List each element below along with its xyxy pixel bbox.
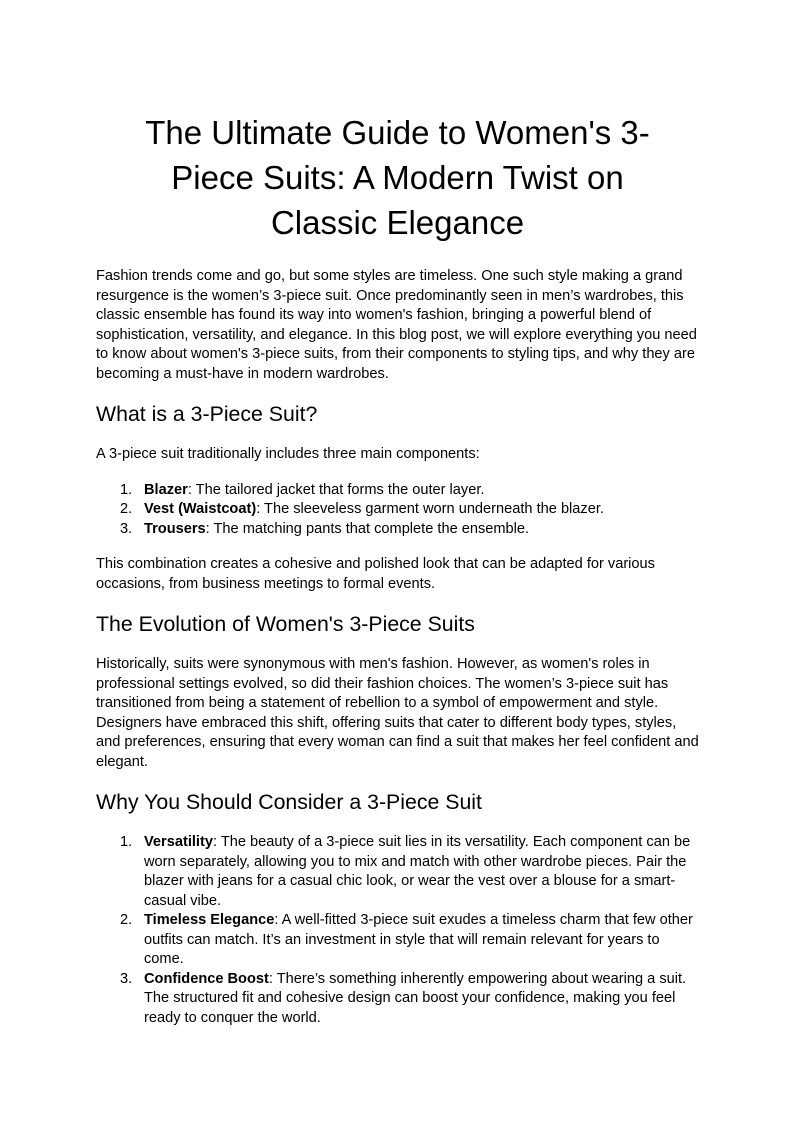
section-closing: This combination creates a cohesive and polished look that can be adapted for various occasions, from business meetings to formal events. bbox=[96, 556, 655, 592]
list-term: Versatility bbox=[144, 834, 213, 850]
list-item bbox=[96, 520, 699, 540]
list-term: Vest (Waistcoat) bbox=[144, 501, 257, 517]
list-item bbox=[96, 833, 699, 911]
section-heading-why: Why You Should Consider a 3-Piece Suit bbox=[96, 790, 482, 814]
list-term: Trousers bbox=[144, 520, 206, 537]
section-heading-evolution: The Evolution of Women's 3-Piece Suits bbox=[96, 612, 475, 636]
list-text: : There’s something inherently empowering about wearing a suit. The structured fit and cohesive design can boost your confidence, making you feel ready to conquer the world. bbox=[144, 970, 687, 1026]
page-title: The Ultimate Guide to Women's 3-Piece Suits: A Modern Twist on Classic Elegance bbox=[145, 114, 650, 241]
list-item bbox=[96, 500, 699, 520]
reasons-list bbox=[96, 833, 699, 1028]
list-number: 2. bbox=[120, 912, 133, 928]
list-term: Timeless Elegance bbox=[144, 912, 275, 928]
components-list bbox=[96, 481, 699, 540]
list-number: 1. bbox=[120, 481, 133, 498]
list-number: 1. bbox=[120, 834, 133, 850]
section-heading-what-is: What is a 3-Piece Suit? bbox=[96, 402, 318, 426]
list-number: 3. bbox=[120, 970, 133, 987]
list-item bbox=[96, 970, 699, 1029]
list-text: : The sleeveless garment worn underneath the blazer. bbox=[256, 501, 604, 517]
list-text: : The matching pants that complete the ensemble. bbox=[205, 520, 530, 537]
list-term: Blazer bbox=[144, 481, 188, 498]
list-item bbox=[96, 481, 699, 501]
list-number: 3. bbox=[120, 520, 133, 537]
list-item bbox=[96, 911, 699, 970]
list-term: Confidence Boost bbox=[144, 970, 269, 987]
list-text: : The beauty of a 3-piece suit lies in its versatility. Each component can be worn separately, allowing you to mix and match with other wardrobe pieces. Pair the blazer with jeans for a casual chic look, or wear the vest over a blouse for a smart-casual vibe. bbox=[144, 834, 691, 909]
evolution-paragraph: Historically, suits were synonymous with men's fashion. However, as women's roles in professional settings evolved, so did their fashion choices. The women’s 3-piece suit has transitioned from being a statement of rebellion to a symbol of empowerment and style. Designers have embraced this shift, offering suits that cater to different body types, styles, and preferences, ensuring that every woman can find a suit that makes her feel confident and elegant. bbox=[96, 656, 699, 770]
section-lead: A 3-piece suit traditionally includes three main components: bbox=[96, 446, 480, 462]
list-number: 2. bbox=[120, 501, 133, 517]
list-text: : A well-fitted 3-piece suit exudes a timeless charm that few other outfits can match. It’s an investment in style that will remain relevant for years to come. bbox=[144, 912, 693, 967]
intro-paragraph: Fashion trends come and go, but some styles are timeless. One such style making a grand resurgence is the women’s 3-piece suit. Once predominantly seen in men’s wardrobes, this classic ensemble has found its way into women's fashion, bringing a powerful blend of sophistication, versatility, and elegance. In this blog post, we will explore everything you need to know about women's 3-piece suits, from their components to styling tips, and why they are becoming a must-have in modern wardrobes. bbox=[96, 268, 697, 382]
list-text: : The tailored jacket that forms the outer layer. bbox=[187, 481, 485, 498]
